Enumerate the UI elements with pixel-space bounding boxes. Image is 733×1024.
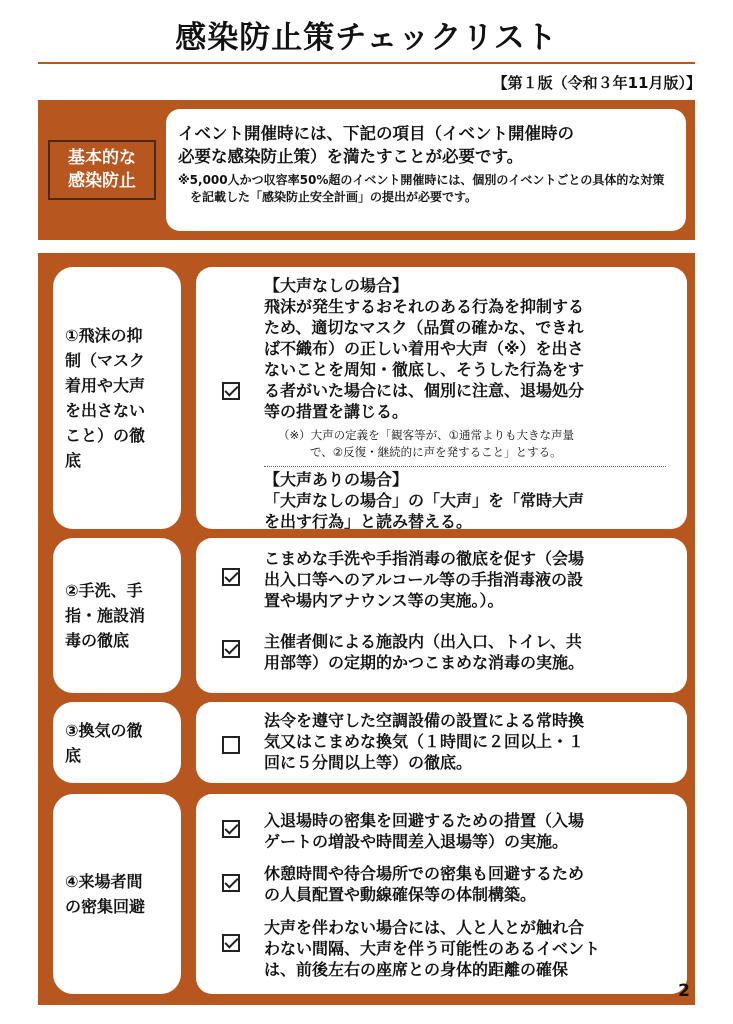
text-line: 置や場内アナウンス等の実施。）。 (264, 591, 504, 610)
text-line: は、前後左右の座席との身体的距離の確保 (264, 960, 569, 979)
text-line: 出入口等へのアルコール等の手指消毒液の設 (264, 570, 584, 589)
checkbox-break-time[interactable] (222, 874, 240, 892)
section-label-line: ④来場者間 (65, 872, 143, 891)
loud-voice-definition-note (278, 427, 574, 461)
text-line: る者がいた場合には、個別に注意、退場処分 (264, 381, 585, 400)
text-line: ゲートの増設や時間差入退場等）の実施。 (264, 832, 569, 851)
section-label-hand-washing (53, 538, 181, 693)
hand-washing-text (264, 548, 584, 611)
checkbox-ventilation[interactable] (222, 736, 240, 754)
section-label-line: を出さない (65, 401, 146, 420)
title-underline (38, 62, 695, 64)
basic-main-line: イベント開催時には、下記の項目（イベント開催時の (178, 124, 574, 143)
section-label-line: 毒の徹底 (65, 631, 130, 650)
section-label-line: こと）の徹 (65, 426, 146, 445)
basic-main-text (178, 122, 676, 168)
text-line: の人員配置や動線確保等の体制構築。 (264, 885, 537, 904)
section-label-line: 底 (65, 451, 82, 470)
text-line: こまめな手洗や手指消毒の徹底を促す（会場 (264, 549, 585, 568)
section-label-crowd-avoidance (53, 794, 181, 994)
text-line: 主催者側による施設内（出入口、トイレ、共 (264, 632, 582, 651)
basic-main-line: 必要な感染防止策）を満たすことが必要です。 (178, 147, 524, 166)
page-title: 感染防止策チェックリスト (175, 20, 558, 56)
distance-text (264, 917, 600, 980)
section-label-line: ③換気の徹 (65, 720, 143, 740)
text-line: 等の措置を講じる。 (264, 402, 409, 421)
text-line: 用部等）の定期的かつこまめな消毒の実施。 (264, 653, 585, 672)
checkbox-disinfection[interactable] (222, 640, 240, 658)
text-line: 入退場時の密集を回避するための措置（入場 (264, 811, 585, 830)
section-content-hand-washing (196, 538, 687, 693)
checklist-panel (38, 253, 695, 1005)
text-line: ないことを周知・徹底し、そうした行為をす (264, 360, 585, 379)
text-line: 飛沫が発生するおそれのある行為を抑制する (264, 297, 585, 316)
text-line: 大声を伴わない場合には、人と人とが触れ合 (264, 918, 585, 937)
section-label-line: 制（マスク (65, 351, 146, 370)
section-label-line: の密集回避 (65, 897, 146, 916)
page-number: 2 (678, 981, 690, 1001)
note-line: で、②反復・継続的に声を発すること」とする。 (310, 445, 562, 459)
edition-label: 【第１版（令和３年11月版）】 (492, 74, 701, 92)
section-content-crowd-avoidance (196, 794, 687, 994)
section-label-line: ①飛沫の抑 (65, 326, 143, 345)
text-line: 休憩時間や待合場所での密集も回避するため (264, 864, 585, 883)
text-line: 気又はこまめな換気（１時間に２回以上・１ (264, 732, 585, 751)
checkbox-distance[interactable] (222, 934, 240, 952)
checkbox-entry-exit[interactable] (222, 820, 240, 838)
basic-note: ※5,000人かつ収容率50%超のイベント開催時には、個別のイベントごとの具体的な対策を記載した「感染防止安全計画」の提出が必要です。 (178, 173, 665, 204)
section-label-ventilation (53, 702, 181, 783)
note-line: （※）大声の定義を「観客等が、①通常よりも大きな声量 (278, 428, 574, 442)
section-label-droplet (53, 267, 181, 529)
basic-label-line: 基本的な (68, 148, 136, 168)
text-line: を出す行為」と読み替える。 (264, 512, 473, 531)
disinfection-text (264, 631, 584, 673)
basic-prevention-panel (38, 100, 695, 240)
no-voice-heading: 【大声なしの場合】 (264, 276, 409, 295)
section-label-line: 底 (65, 745, 82, 765)
text-line: わない間隔、大声を伴う可能性のあるイベント (264, 939, 601, 958)
section-label-line: 指・施設消 (65, 606, 146, 625)
text-line: 回に５分間以上等）の徹底。 (264, 753, 473, 772)
break-time-text (264, 863, 584, 905)
section-label-line: 着用や大声 (65, 376, 146, 395)
basic-prevention-label (48, 140, 156, 200)
text-line: 法令を遵守した空調設備の設置による常時換 (264, 711, 585, 730)
dotted-divider (264, 466, 666, 467)
voice-text (264, 490, 584, 532)
ventilation-text (264, 710, 584, 773)
text-line: ため、適切なマスク（品質の確かな、できれ (264, 318, 584, 337)
no-voice-text (264, 296, 584, 422)
entry-exit-text (264, 810, 584, 852)
text-line: 「大声なしの場合」の「大声」を「常時大声 (264, 491, 585, 510)
text-line: ば不織布）の正しい着用や大声（※）を出さ (264, 339, 584, 358)
checkbox-hand-washing[interactable] (222, 568, 240, 586)
section-content-droplet (196, 267, 687, 529)
section-label-line: ②手洗、手 (65, 581, 143, 600)
section-content-ventilation (196, 702, 687, 783)
voice-heading: 【大声ありの場合】 (264, 470, 409, 489)
basic-label-line: 感染防止 (68, 171, 136, 191)
checkbox-droplet[interactable] (222, 382, 240, 400)
basic-prevention-text-box (166, 109, 686, 231)
